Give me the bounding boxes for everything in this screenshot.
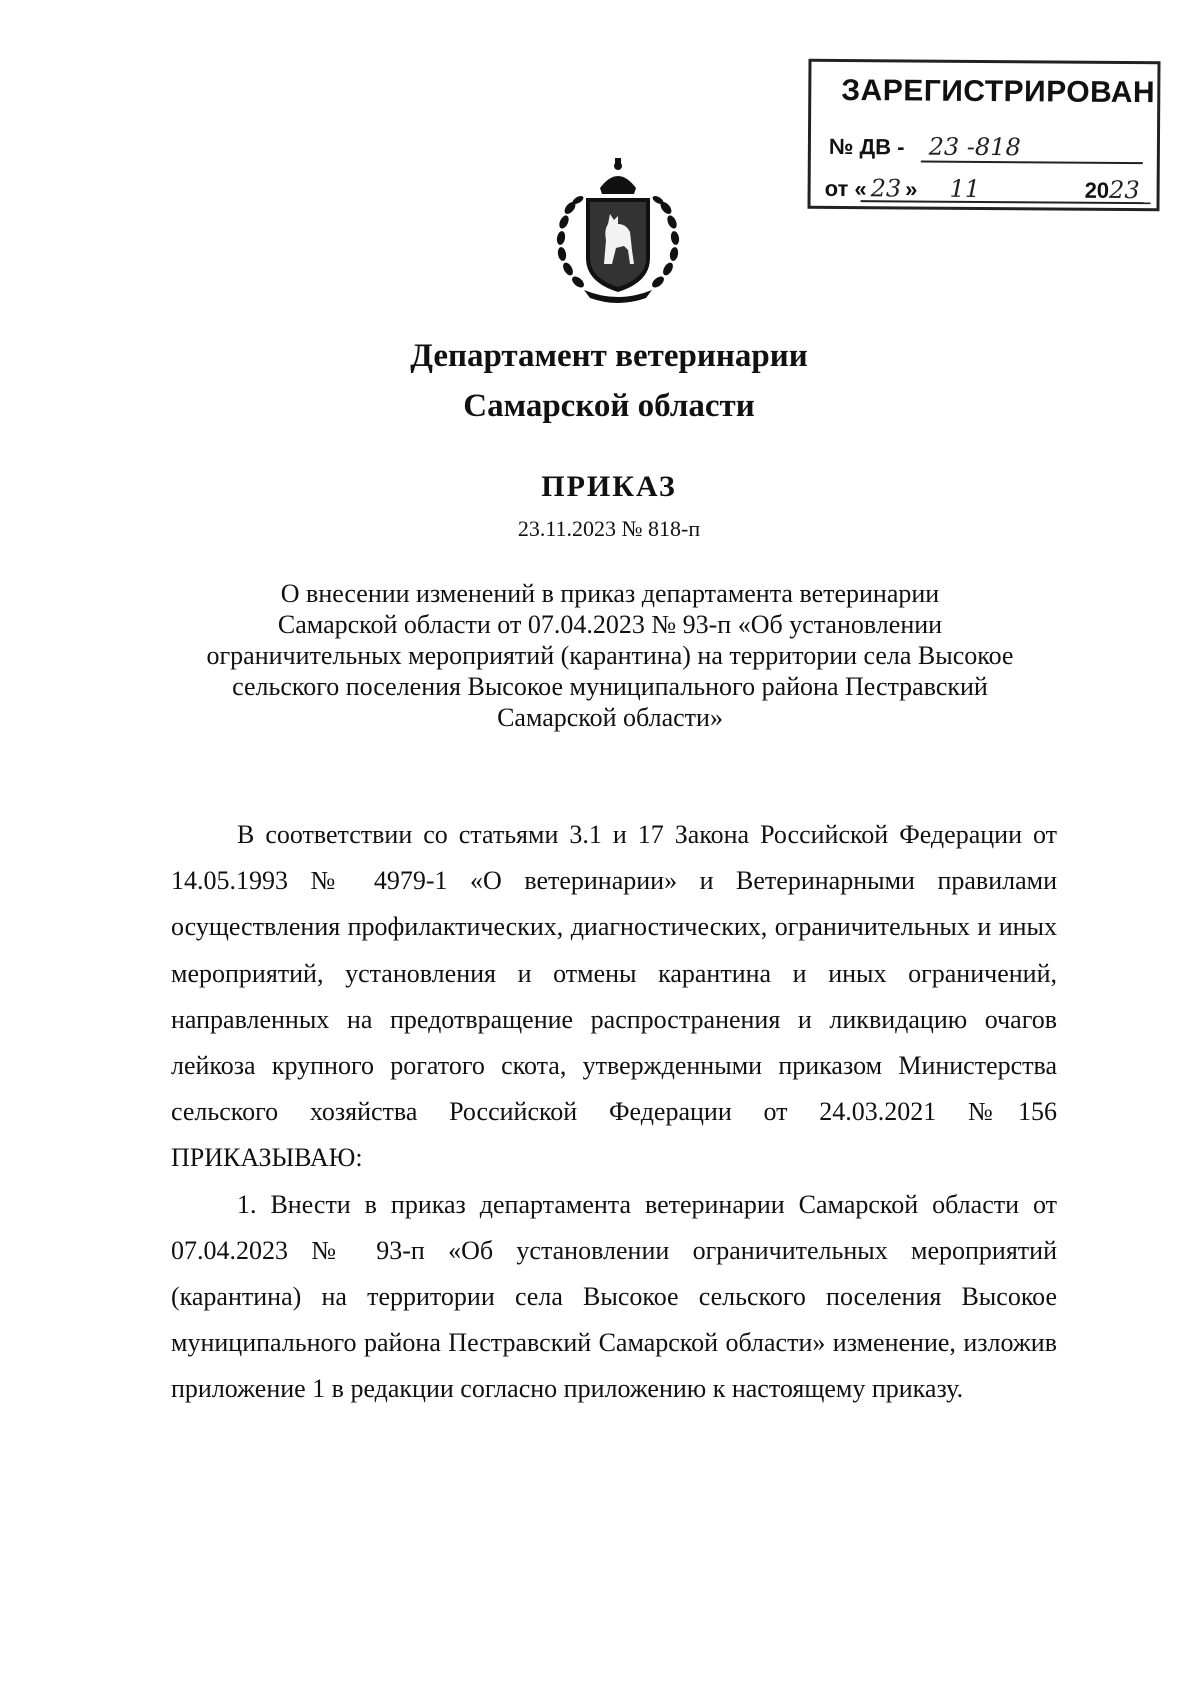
subject-line: сельского поселения Высокое муниципального района Пестравский	[232, 672, 988, 701]
registration-stamp	[807, 59, 1160, 211]
stamp-year	[1085, 176, 1140, 204]
subject-line: Самарской области»	[497, 703, 723, 732]
stamp-date-mid: »	[905, 176, 918, 202]
stamp-number-underline	[921, 161, 1143, 165]
stamp-date-month: 11	[949, 174, 981, 203]
stamp-date-prefix: от «	[824, 175, 867, 202]
samara-coat-of-arms-icon	[548, 158, 688, 304]
order-item-1: 1. Внести в приказ департамента ветеринарии Самарской области от 07.04.2023 № 93-п «Об установлении ограничительных мероприятий (карантина) на территории села Высокое сельского поселения Высокое муниципального района Пестравский Самарской области» изменение, изложив приложение 1 в редакции согласно приложению к настоящему приказу.	[171, 1189, 1057, 1404]
stamp-date-row	[824, 174, 1140, 205]
subject-line: Самарской области от 07.04.2023 № 93-п «Об установлении	[277, 610, 943, 639]
stamp-year-printed: 20	[1084, 177, 1110, 203]
department-name-line2: Самарской области	[463, 388, 755, 424]
order-body	[171, 812, 1057, 1413]
stamp-number-label: № ДВ -	[828, 133, 905, 160]
stamp-year-handwritten: 23	[1109, 175, 1140, 205]
preamble-paragraph: В соответствии со статьями 3.1 и 17 Закона Российской Федерации от 14.05.1993 № 4979-1 «О ветеринарии» и Ветеринарными правилами осуществления профилактических, диагностических, ограничительных и иных мероприятий, установления и отмены карантина и иных ограничений, направленных на предотвращение распространения и ликвидацию очагов лейкоза крупного рогатого скота, утвержденными приказом Министерства сельского хозяйства Российской Федерации от 24.03.2021 №156 ПРИКАЗЫВАЮ:	[171, 820, 1057, 1173]
document-number: 23.11.2023 № 818-п	[517, 516, 701, 541]
subject-line: ограничительных мероприятий (карантина) на территории села Высокое	[206, 641, 1014, 670]
document-type: ПРИКАЗ	[541, 470, 677, 503]
stamp-date-day: 23	[870, 174, 902, 203]
stamp-title: ЗАРЕГИСТРИРОВАН	[841, 74, 1156, 110]
stamp-number-handwritten: 23 -818	[928, 132, 1021, 162]
department-name-line1: Департамент ветеринарии	[410, 338, 808, 374]
stamp-number-row	[829, 132, 1021, 161]
subject-line: О внесении изменений в приказ департамента ветеринарии	[280, 579, 940, 608]
order-subject	[170, 578, 1050, 733]
